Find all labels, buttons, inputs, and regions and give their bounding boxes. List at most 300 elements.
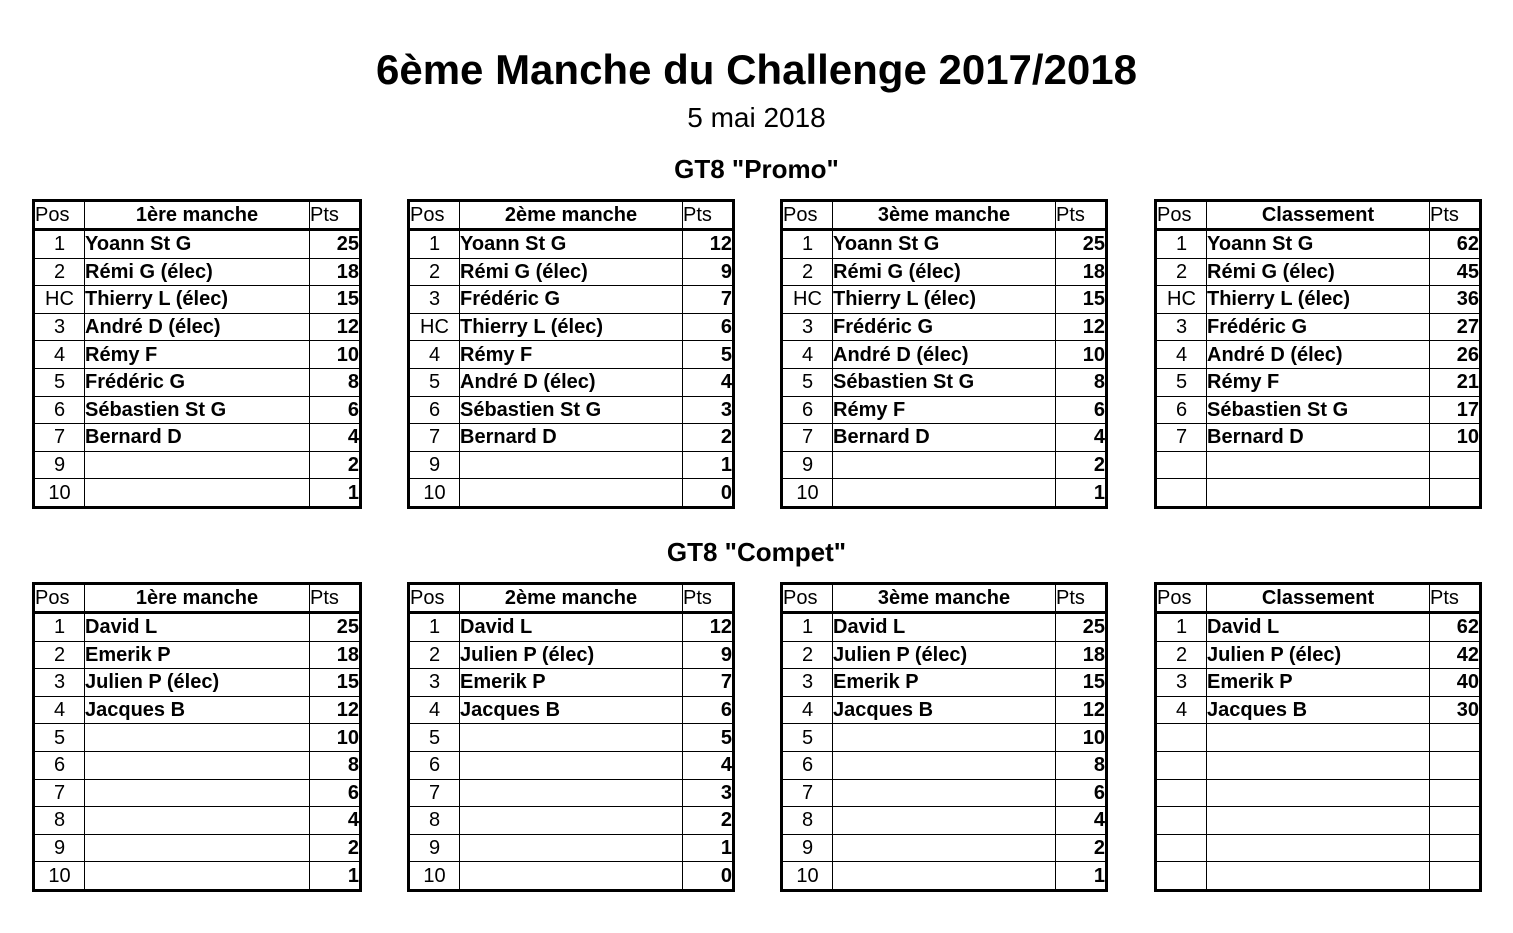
position-cell: 9 (34, 451, 85, 479)
table-row (409, 424, 734, 452)
table-row (34, 424, 361, 452)
position-cell: 10 (34, 479, 85, 508)
driver-name-cell (1207, 834, 1430, 862)
table-row (782, 479, 1107, 508)
driver-name-cell: Frédéric G (85, 368, 310, 396)
driver-name-cell: Bernard D (85, 424, 310, 452)
points-cell: 3 (683, 396, 734, 424)
points-cell: 10 (310, 341, 361, 369)
table-row (409, 479, 734, 508)
points-cell: 30 (1430, 696, 1481, 724)
position-cell: 1 (782, 230, 833, 259)
driver-name-cell (833, 834, 1056, 862)
points-cell: 12 (683, 613, 734, 642)
compet-race-2-table (407, 582, 735, 892)
table-row (409, 613, 734, 642)
points-cell: 0 (683, 479, 734, 508)
points-cell: 2 (683, 424, 734, 452)
position-cell: 4 (782, 341, 833, 369)
table-row (1156, 779, 1481, 807)
points-cell: 8 (1056, 751, 1107, 779)
driver-name-cell: Jacques B (85, 696, 310, 724)
position-cell: 1 (34, 613, 85, 642)
pts-column-header: Pts (683, 584, 734, 613)
table-row (1156, 641, 1481, 669)
driver-name-cell: Emerik P (833, 669, 1056, 697)
points-cell: 2 (1056, 451, 1107, 479)
table-row (34, 451, 361, 479)
position-cell: 2 (409, 641, 460, 669)
points-cell: 1 (310, 479, 361, 508)
table-row (34, 669, 361, 697)
points-cell: 1 (683, 451, 734, 479)
table-row (1156, 807, 1481, 835)
table-row (782, 862, 1107, 891)
position-cell (1156, 724, 1207, 752)
position-cell: 7 (34, 779, 85, 807)
driver-name-cell: Rémy F (460, 341, 683, 369)
position-cell: 9 (409, 451, 460, 479)
points-cell: 12 (1056, 313, 1107, 341)
driver-name-cell: Emerik P (460, 669, 683, 697)
points-cell: 6 (683, 696, 734, 724)
table-row (1156, 479, 1481, 508)
pts-column-header: Pts (310, 201, 361, 230)
points-cell: 8 (1056, 368, 1107, 396)
driver-name-cell (1207, 479, 1430, 508)
position-cell: 6 (409, 751, 460, 779)
section-heading-promo: GT8 "Promo" (674, 154, 839, 184)
points-cell (1430, 862, 1481, 891)
table-row (34, 724, 361, 752)
points-cell: 62 (1430, 230, 1481, 259)
position-cell: 4 (1156, 696, 1207, 724)
driver-name-cell: Jacques B (833, 696, 1056, 724)
driver-name-cell: Julien P (élec) (1207, 641, 1430, 669)
table-row (34, 834, 361, 862)
position-cell: 8 (34, 807, 85, 835)
points-cell: 6 (1056, 396, 1107, 424)
position-cell: 5 (782, 724, 833, 752)
table-row (782, 258, 1107, 286)
points-cell: 40 (1430, 669, 1481, 697)
points-cell: 15 (310, 669, 361, 697)
position-cell: 2 (34, 258, 85, 286)
points-cell: 6 (310, 779, 361, 807)
name-column-header: Classement (1207, 201, 1430, 230)
table-row (34, 779, 361, 807)
table-row (1156, 669, 1481, 697)
position-cell: HC (409, 313, 460, 341)
position-cell: 6 (1156, 396, 1207, 424)
promo-race-1-table (32, 199, 362, 509)
event-date: 5 mai 2018 (687, 102, 826, 133)
table-row (34, 641, 361, 669)
table-row (1156, 451, 1481, 479)
table-row (1156, 696, 1481, 724)
points-cell: 45 (1430, 258, 1481, 286)
position-cell: 10 (782, 479, 833, 508)
name-column-header: Classement (1207, 584, 1430, 613)
driver-name-cell (833, 479, 1056, 508)
position-cell: 10 (782, 862, 833, 891)
table-row (1156, 724, 1481, 752)
position-cell: 3 (409, 286, 460, 314)
driver-name-cell: Yoann St G (85, 230, 310, 259)
promo-standings-table (1154, 199, 1482, 509)
table-header-row (34, 584, 361, 613)
driver-name-cell: Rémi G (élec) (85, 258, 310, 286)
table-row (782, 368, 1107, 396)
driver-name-cell: Emerik P (1207, 669, 1430, 697)
points-cell: 3 (683, 779, 734, 807)
table-row (409, 751, 734, 779)
promo-race-2-table (407, 199, 735, 509)
driver-name-cell (833, 862, 1056, 891)
table-row (782, 807, 1107, 835)
position-cell: 6 (34, 396, 85, 424)
position-cell: 3 (1156, 313, 1207, 341)
position-cell: 4 (1156, 341, 1207, 369)
points-cell: 9 (683, 258, 734, 286)
points-cell: 10 (310, 724, 361, 752)
position-cell: 2 (782, 641, 833, 669)
driver-name-cell: David L (833, 613, 1056, 642)
driver-name-cell: Sébastien St G (460, 396, 683, 424)
driver-name-cell: David L (1207, 613, 1430, 642)
table-row (782, 641, 1107, 669)
table-row (409, 696, 734, 724)
table-row (409, 313, 734, 341)
points-cell: 7 (683, 669, 734, 697)
position-cell: 6 (34, 751, 85, 779)
name-column-header: 2ème manche (460, 584, 683, 613)
driver-name-cell: Rémi G (élec) (460, 258, 683, 286)
driver-name-cell: Bernard D (833, 424, 1056, 452)
table-row (782, 751, 1107, 779)
position-cell (1156, 451, 1207, 479)
position-cell: 8 (409, 807, 460, 835)
table-row (409, 862, 734, 891)
points-cell: 12 (683, 230, 734, 259)
name-column-header: 3ème manche (833, 201, 1056, 230)
table-row (409, 834, 734, 862)
position-cell (1156, 479, 1207, 508)
compet-race-1-table (32, 582, 362, 892)
table-row (34, 341, 361, 369)
position-cell: 6 (409, 396, 460, 424)
position-cell: 8 (782, 807, 833, 835)
points-cell: 10 (1430, 424, 1481, 452)
driver-name-cell: Sébastien St G (1207, 396, 1430, 424)
table-row (34, 613, 361, 642)
table-row (1156, 286, 1481, 314)
points-cell: 2 (683, 807, 734, 835)
pts-column-header: Pts (1430, 201, 1481, 230)
driver-name-cell (833, 751, 1056, 779)
points-cell: 15 (1056, 286, 1107, 314)
table-header-row (409, 584, 734, 613)
driver-name-cell (460, 451, 683, 479)
driver-name-cell: Yoann St G (460, 230, 683, 259)
position-cell: 10 (409, 862, 460, 891)
position-cell: 9 (409, 834, 460, 862)
table-row (1156, 341, 1481, 369)
driver-name-cell (85, 779, 310, 807)
driver-name-cell: Julien P (élec) (833, 641, 1056, 669)
points-cell (1430, 779, 1481, 807)
position-cell: 1 (34, 230, 85, 259)
table-row (782, 834, 1107, 862)
table-row (409, 807, 734, 835)
compet-standings-table (1154, 582, 1482, 892)
position-cell (1156, 779, 1207, 807)
table-row (782, 696, 1107, 724)
driver-name-cell (1207, 451, 1430, 479)
position-cell (1156, 807, 1207, 835)
points-cell: 6 (683, 313, 734, 341)
pos-column-header: Pos (34, 584, 85, 613)
points-cell: 6 (1056, 779, 1107, 807)
points-cell: 17 (1430, 396, 1481, 424)
driver-name-cell: David L (85, 613, 310, 642)
driver-name-cell (833, 451, 1056, 479)
driver-name-cell: David L (460, 613, 683, 642)
points-cell: 1 (310, 862, 361, 891)
driver-name-cell: Frédéric G (833, 313, 1056, 341)
points-cell: 4 (310, 424, 361, 452)
driver-name-cell: Frédéric G (460, 286, 683, 314)
table-row (1156, 368, 1481, 396)
driver-name-cell (460, 479, 683, 508)
position-cell: 2 (34, 641, 85, 669)
pos-column-header: Pos (1156, 201, 1207, 230)
position-cell: 1 (1156, 230, 1207, 259)
position-cell: 3 (782, 313, 833, 341)
points-cell: 6 (310, 396, 361, 424)
driver-name-cell: Bernard D (1207, 424, 1430, 452)
driver-name-cell (460, 807, 683, 835)
points-cell: 15 (310, 286, 361, 314)
points-cell: 27 (1430, 313, 1481, 341)
table-row (1156, 862, 1481, 891)
position-cell: HC (1156, 286, 1207, 314)
driver-name-cell: Sébastien St G (833, 368, 1056, 396)
points-cell (1430, 751, 1481, 779)
position-cell: 3 (409, 669, 460, 697)
position-cell: 4 (409, 341, 460, 369)
position-cell (1156, 834, 1207, 862)
points-cell: 25 (310, 230, 361, 259)
driver-name-cell (1207, 807, 1430, 835)
table-header-row (34, 201, 361, 230)
driver-name-cell: Rémi G (élec) (833, 258, 1056, 286)
table-row (409, 341, 734, 369)
pts-column-header: Pts (683, 201, 734, 230)
driver-name-cell: Jacques B (1207, 696, 1430, 724)
table-row (34, 286, 361, 314)
driver-name-cell (85, 751, 310, 779)
position-cell: 4 (34, 341, 85, 369)
pts-column-header: Pts (1056, 584, 1107, 613)
position-cell: 7 (782, 779, 833, 807)
points-cell: 36 (1430, 286, 1481, 314)
position-cell: 4 (409, 696, 460, 724)
driver-name-cell: Rémy F (833, 396, 1056, 424)
table-row (1156, 396, 1481, 424)
points-cell (1430, 479, 1481, 508)
table-row (782, 396, 1107, 424)
points-cell: 26 (1430, 341, 1481, 369)
pos-column-header: Pos (409, 201, 460, 230)
driver-name-cell: Rémy F (85, 341, 310, 369)
position-cell: 7 (409, 424, 460, 452)
table-row (1156, 313, 1481, 341)
section-heading-compet: GT8 "Compet" (666, 537, 847, 567)
position-cell: 2 (1156, 641, 1207, 669)
points-cell: 15 (1056, 669, 1107, 697)
driver-name-cell: André D (élec) (1207, 341, 1430, 369)
driver-name-cell: André D (élec) (460, 368, 683, 396)
points-cell: 12 (1056, 696, 1107, 724)
name-column-header: 2ème manche (460, 201, 683, 230)
table-row (782, 313, 1107, 341)
driver-name-cell (85, 807, 310, 835)
points-cell: 0 (683, 862, 734, 891)
table-row (34, 396, 361, 424)
position-cell: 5 (409, 368, 460, 396)
pos-column-header: Pos (409, 584, 460, 613)
points-cell: 4 (310, 807, 361, 835)
position-cell: 1 (1156, 613, 1207, 642)
table-row (1156, 751, 1481, 779)
pos-column-header: Pos (782, 584, 833, 613)
position-cell (1156, 751, 1207, 779)
name-column-header: 1ère manche (85, 584, 310, 613)
points-cell: 1 (683, 834, 734, 862)
points-cell: 4 (683, 368, 734, 396)
points-cell: 2 (310, 451, 361, 479)
table-row (34, 230, 361, 259)
driver-name-cell: André D (élec) (85, 313, 310, 341)
driver-name-cell (85, 862, 310, 891)
table-row (782, 230, 1107, 259)
position-cell: 1 (782, 613, 833, 642)
page-title: 6ème Manche du Challenge 2017/2018 (375, 46, 1138, 93)
position-cell: 1 (409, 613, 460, 642)
points-cell: 42 (1430, 641, 1481, 669)
points-cell: 7 (683, 286, 734, 314)
table-row (782, 286, 1107, 314)
table-row (409, 669, 734, 697)
table-row (1156, 613, 1481, 642)
position-cell: 6 (782, 751, 833, 779)
position-cell: 7 (782, 424, 833, 452)
points-cell: 25 (310, 613, 361, 642)
position-cell: 5 (34, 724, 85, 752)
driver-name-cell: Emerik P (85, 641, 310, 669)
table-row (782, 424, 1107, 452)
table-row (409, 368, 734, 396)
points-cell: 2 (310, 834, 361, 862)
position-cell: 7 (34, 424, 85, 452)
driver-name-cell (460, 724, 683, 752)
table-row (409, 641, 734, 669)
driver-name-cell (460, 834, 683, 862)
table-row (1156, 424, 1481, 452)
points-cell: 4 (683, 751, 734, 779)
points-cell (1430, 834, 1481, 862)
position-cell: 10 (409, 479, 460, 508)
points-cell: 4 (1056, 424, 1107, 452)
table-row (782, 724, 1107, 752)
position-cell: 4 (34, 696, 85, 724)
table-row (409, 258, 734, 286)
table-row (34, 862, 361, 891)
position-cell: 5 (782, 368, 833, 396)
name-column-header: 3ème manche (833, 584, 1056, 613)
driver-name-cell: Julien P (élec) (85, 669, 310, 697)
driver-name-cell (1207, 724, 1430, 752)
driver-name-cell (833, 779, 1056, 807)
points-cell (1430, 807, 1481, 835)
position-cell: 5 (34, 368, 85, 396)
table-header-row (782, 584, 1107, 613)
points-cell: 62 (1430, 613, 1481, 642)
position-cell: 7 (1156, 424, 1207, 452)
driver-name-cell: Yoann St G (1207, 230, 1430, 259)
pts-column-header: Pts (1430, 584, 1481, 613)
driver-name-cell (460, 862, 683, 891)
table-row (34, 479, 361, 508)
table-row (409, 396, 734, 424)
points-cell: 18 (1056, 258, 1107, 286)
points-cell: 21 (1430, 368, 1481, 396)
table-row (34, 751, 361, 779)
position-cell (1156, 862, 1207, 891)
position-cell: 4 (782, 696, 833, 724)
pts-column-header: Pts (1056, 201, 1107, 230)
table-row (409, 286, 734, 314)
points-cell (1430, 724, 1481, 752)
position-cell: 3 (1156, 669, 1207, 697)
position-cell: 5 (1156, 368, 1207, 396)
position-cell: 3 (34, 313, 85, 341)
pos-column-header: Pos (1156, 584, 1207, 613)
position-cell: 3 (782, 669, 833, 697)
points-cell: 8 (310, 751, 361, 779)
position-cell: HC (782, 286, 833, 314)
pos-column-header: Pos (782, 201, 833, 230)
driver-name-cell (833, 724, 1056, 752)
driver-name-cell: Sébastien St G (85, 396, 310, 424)
promo-race-3-table (780, 199, 1108, 509)
points-cell: 1 (1056, 862, 1107, 891)
driver-name-cell (85, 479, 310, 508)
table-header-row (1156, 201, 1481, 230)
points-cell: 1 (1056, 479, 1107, 508)
driver-name-cell: Rémy F (1207, 368, 1430, 396)
driver-name-cell (460, 751, 683, 779)
position-cell: 9 (34, 834, 85, 862)
table-row (34, 696, 361, 724)
position-cell: 3 (34, 669, 85, 697)
table-header-row (1156, 584, 1481, 613)
points-cell: 10 (1056, 341, 1107, 369)
position-cell: 2 (409, 258, 460, 286)
points-cell: 8 (310, 368, 361, 396)
driver-name-cell (1207, 779, 1430, 807)
